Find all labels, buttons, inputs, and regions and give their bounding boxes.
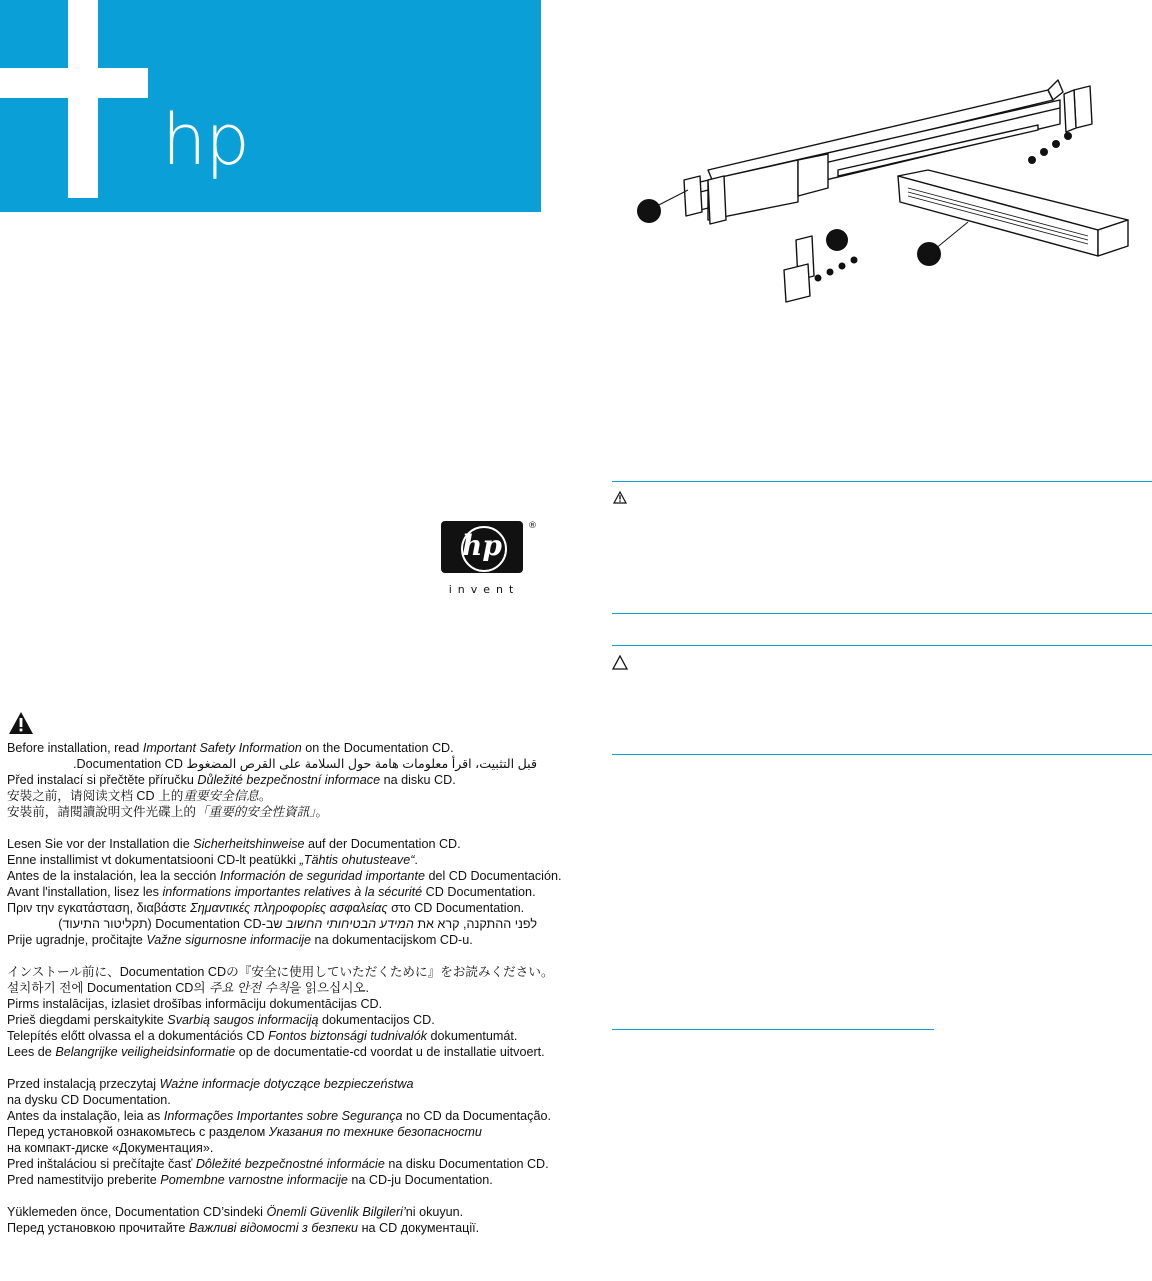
- safety-notice-line: [7, 788, 537, 804]
- safety-notice-line: [7, 1092, 537, 1108]
- notice-text: Avant l'installation, lisez les: [7, 885, 163, 899]
- safety-notice-line: [7, 916, 537, 932]
- notice-text: Przed instalacją przeczytaj: [7, 1077, 160, 1091]
- divider-caution-bottom: [612, 754, 1152, 755]
- hp-invent-logo: [441, 521, 537, 606]
- notice-text: na disku Documentation CD.: [384, 1157, 549, 1171]
- notice-text: 安裝前，請閱讀說明文件光碟上的: [7, 805, 196, 819]
- notice-text: לפני ההתקנה, קרא את: [413, 917, 537, 931]
- safety-notice-line: [7, 980, 537, 996]
- notice-text: Telepítés előtt olvassa el a dokumentációs CD: [7, 1029, 269, 1043]
- notice-text: Πριν την εγκατάσταση, διαβάστε: [7, 901, 191, 915]
- warning-triangle-icon: [613, 491, 627, 504]
- rail-kit-diagram: [608, 70, 1152, 320]
- safety-notice-line: [7, 1220, 537, 1236]
- notice-text: na CD-ju Documentation.: [347, 1173, 493, 1187]
- divider-top: [612, 481, 1152, 482]
- document-title-emphasis: Pomembne varnostne informacije: [160, 1173, 348, 1187]
- document-title-emphasis: 重要安全信息: [183, 789, 259, 803]
- notice-text: на CD документації.: [358, 1221, 480, 1235]
- document-title-emphasis: Información de seguridad importante: [219, 869, 425, 883]
- document-title-emphasis: Fontos biztonsági tudnivalók: [268, 1029, 428, 1043]
- notice-text: op de documentatie-cd voordat u de installatie uitvoert.: [235, 1045, 545, 1059]
- callout-2: [826, 229, 848, 251]
- logo-hp-text: hp: [462, 529, 502, 562]
- safety-notice-line: [7, 740, 537, 756]
- notice-text: Antes de la instalación, lea la sección: [7, 869, 220, 883]
- notice-text: שב-Documentation CD (תקליטור התיעוד): [58, 917, 287, 931]
- document-title-emphasis: Указания по технике безопасности: [268, 1125, 482, 1139]
- safety-notice-line: [7, 1124, 537, 1140]
- notice-text: .: [414, 853, 418, 867]
- safety-notice-line: [7, 1076, 537, 1092]
- safety-notice-line: [7, 1108, 551, 1124]
- notice-text: Before installation, read: [7, 741, 143, 755]
- safety-notice-line: [7, 900, 537, 916]
- notice-text: del CD Documentación.: [424, 869, 562, 883]
- safety-notice-line: [7, 836, 537, 852]
- document-title-emphasis: Dôležité bezpečnostné informácie: [195, 1157, 385, 1171]
- notice-text: dokumentacijos CD.: [318, 1013, 435, 1027]
- notice-text: Pirms instalācijas, izlasiet drošības informāciju dokumentācijas CD.: [7, 997, 383, 1011]
- notice-text: Lees de: [7, 1045, 56, 1059]
- notice-text: на компакт-диске «Документация».: [7, 1141, 214, 1155]
- safety-notice-line: [7, 1028, 537, 1044]
- document-title-emphasis: Informações Importantes sobre Segurança: [163, 1109, 403, 1123]
- safety-notice-line: [7, 884, 537, 900]
- notice-text: na disku CD.: [380, 773, 456, 787]
- document-title-emphasis: Svarbią saugos informaciją: [167, 1013, 319, 1027]
- notice-text: قبل التثبيت، اقرأ معلومات هامة حول السلامة على القرص المضغوط Documentation CD.: [73, 757, 537, 771]
- document-title-emphasis: Σημαντικές πληροφορίες ασφαλείας: [190, 901, 388, 915]
- notice-text: Перед установкою прочитайте: [7, 1221, 189, 1235]
- safety-notice-line: [7, 1204, 537, 1220]
- notice-text: na dokumentacijskom CD-u.: [311, 933, 473, 947]
- safety-notice-line: [7, 1044, 545, 1060]
- notice-text: na dysku CD Documentation.: [7, 1093, 171, 1107]
- document-title-emphasis: Important Safety Information: [142, 741, 302, 755]
- document-title-emphasis: 「重要的安全性資訊」: [195, 805, 316, 819]
- plus-mark-horizontal: [0, 68, 148, 98]
- notice-text: Pred inštaláciou si prečítajte časť: [7, 1157, 196, 1171]
- notice-text: Перед установкой ознакомьтесь с разделом: [7, 1125, 269, 1139]
- caution-triangle-icon: [612, 655, 628, 670]
- notice-text: auf der Documentation CD.: [304, 837, 461, 851]
- warning-triangle-icon: [8, 711, 34, 735]
- notice-text: Prieš diegdami perskaitykite: [7, 1013, 168, 1027]
- notice-text: no CD da Documentação.: [402, 1109, 551, 1123]
- banner-hp-wordmark: hp: [162, 99, 249, 181]
- logo-box: [441, 521, 523, 573]
- callout-3: [917, 242, 941, 266]
- notice-text: 。: [315, 805, 329, 819]
- safety-notice-line: [7, 1156, 549, 1172]
- notice-text: Lesen Sie vor der Installation die: [7, 837, 194, 851]
- document-title-emphasis: 주요 안전 수칙: [209, 981, 290, 995]
- document-title-emphasis: Sicherheitshinweise: [193, 837, 305, 851]
- document-title-emphasis: „Tähtis ohutusteave“: [299, 853, 415, 867]
- notice-text: Prije ugradnje, pročitajte: [7, 933, 147, 947]
- safety-notice-line: [7, 772, 537, 788]
- document-title-emphasis: Önemli Güvenlik Bilgileri’: [266, 1205, 406, 1219]
- divider-warning-bottom: [612, 613, 1152, 614]
- registered-mark: ®: [528, 521, 537, 531]
- hp-banner: [0, 0, 541, 212]
- document-title-emphasis: המידע הבטיחותי החשוב: [286, 917, 414, 931]
- document-title-emphasis: Důležité bezpečnostní informace: [197, 773, 381, 787]
- safety-notice-line: [7, 996, 537, 1012]
- document-title-emphasis: Важливі відомості з безпеки: [188, 1221, 359, 1235]
- document-title-emphasis: Ważne informacje dotyczące bezpieczeństwa: [159, 1077, 414, 1091]
- notice-text: dokumentumát.: [427, 1029, 518, 1043]
- divider-caution-top: [612, 645, 1152, 646]
- document-title-emphasis: informations importantes relatives à la sécurité: [162, 885, 423, 899]
- notice-text: Pred namestitvijo preberite: [7, 1173, 161, 1187]
- document-title-emphasis: Belangrijke veiligheidsinformatie: [55, 1045, 236, 1059]
- notice-text: Enne installimist vt dokumentatsiooni CD-lt peatükki: [7, 853, 300, 867]
- notice-text: ni okuyun.: [405, 1205, 464, 1219]
- plus-mark-vertical: [68, 0, 98, 198]
- safety-notice-line: [7, 1172, 537, 1188]
- notice-text: 설치하기 전에 Documentation CD의: [7, 981, 210, 995]
- notice-text: στο CD Documentation.: [387, 901, 525, 915]
- safety-notice-line: [7, 964, 554, 980]
- safety-notice-line: [7, 1012, 537, 1028]
- notice-text: on the Documentation CD.: [301, 741, 454, 755]
- divider-footnote: [612, 1029, 934, 1030]
- notice-text: CD Documentation.: [422, 885, 536, 899]
- safety-notice-list: [7, 740, 562, 1236]
- safety-notice-line: [7, 868, 562, 884]
- safety-notice-line: [7, 756, 537, 772]
- logo-tagline: invent: [448, 583, 520, 596]
- safety-notice-line: [7, 1140, 537, 1156]
- notice-text: Antes da instalação, leia as: [7, 1109, 164, 1123]
- callout-1: [637, 199, 661, 223]
- safety-notice-line: [7, 852, 537, 868]
- safety-notice-line: [7, 804, 537, 820]
- notice-text: 安裝之前，请阅读文档 CD 上的: [7, 789, 184, 803]
- notice-text: 。: [258, 789, 272, 803]
- safety-notice-line: [7, 932, 537, 948]
- document-title-emphasis: Važne sigurnosne informacije: [146, 933, 312, 947]
- notice-text: Yüklemeden önce, Documentation CD’sindeki: [7, 1205, 267, 1219]
- notice-text: インストール前に、Documentation CDの『安全に使用していただくために』をお読みください。: [7, 965, 554, 979]
- notice-text: Před instalací si přečtěte příručku: [7, 773, 198, 787]
- notice-text: 을 읽으십시오.: [289, 981, 370, 995]
